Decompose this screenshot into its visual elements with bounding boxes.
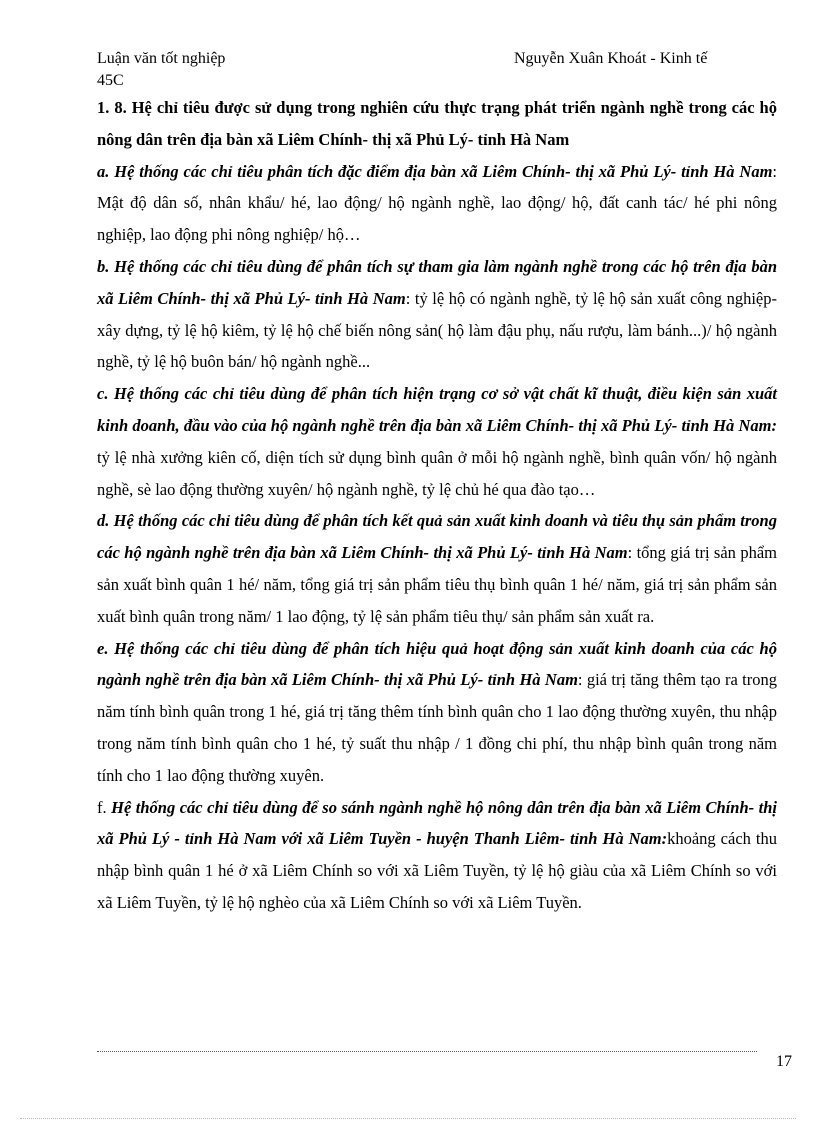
item-f-prefix: f.: [97, 797, 112, 817]
item-d: [97, 505, 777, 632]
section-heading: 1. 8. Hệ chỉ tiêu được sử dụng trong nghiên cứu thực trạng phát triển ngành nghề trong các hộ nông dân trên địa bàn xã Liêm Chính- thị xã Phủ Lý- tỉnh Hà Nam: [97, 98, 777, 149]
item-e: [97, 633, 777, 792]
item-a-body: : Mật độ dân số, nhân khẩu/ hé, lao động/ hộ ngành nghề, lao động/ hộ, đất canh tác/ hé phi nông nghiệp, lao động phi nông nghiệp/ hộ…: [97, 161, 777, 245]
footer-divider: [97, 1051, 757, 1052]
item-e-title: e. Hệ thống các chỉ tiêu dùng để phân tích hiệu quả hoạt động sản xuất kinh doanh của các hộ ngành nghề trên địa bàn xã Liêm Chính- thị xã Phủ Lý- tỉnh Hà Nam: [97, 638, 777, 690]
item-a: [97, 156, 777, 251]
item-b-title: b. Hệ thống các chỉ tiêu dùng để phân tích sự tham gia làm ngành nghề trong các hộ trên địa bàn xã Liêm Chính- thị xã Phủ Lý- tỉnh Hà Nam: [97, 256, 777, 308]
item-f: [97, 792, 777, 919]
header-right: Nguyễn Xuân Khoát - Kinh tế: [514, 50, 708, 67]
item-f-title: Hệ thống các chỉ tiêu dùng để so sánh ngành nghề hộ nông dân trên địa bàn xã Liêm Chính- thị xã Phủ Lý - tỉnh Hà Nam với xã Liêm Tuyền - huyện Thanh Liêm- tỉnh Hà Nam:: [97, 797, 777, 849]
item-e-body: : giá trị tăng thêm tạo ra trong năm tính bình quân trong 1 hé, giá trị tăng thêm tính bình quân cho 1 lao động thường xuyên, thu nhập trong năm tính bình quân cho 1 hé, tỷ suất thu nhập / 1 đồng chi phí, thu nhập bình quân trong năm tính cho 1 lao động thường xuyên.: [97, 670, 778, 785]
item-d-title: d. Hệ thống các chỉ tiêu dùng để phân tích kết quả sản xuất kinh doanh và tiêu thụ sản phẩm trong các hộ ngành nghề trên địa bàn xã Liêm Chính- thị xã Phủ Lý- tỉnh Hà Nam: [97, 511, 777, 563]
item-b: [97, 251, 777, 378]
page-bottom-divider: [20, 1118, 796, 1119]
item-c-body: tỷ lệ nhà xưởng kiên cố, diện tích sử dụng bình quân ở mỗi hộ ngành nghề, bình quân vốn/ hộ ngành nghề, sè lao động thường xuyên/ hộ ngành nghề, tỷ lệ chủ hé qua đào tạo…: [97, 447, 777, 499]
item-a-title: a. Hệ thống các chỉ tiêu phân tích đặc điểm địa bàn xã Liêm Chính- thị xã Phủ Lý- tỉnh Hà Nam: [97, 161, 773, 181]
header-left: Luận văn tốt nghiệp: [97, 50, 226, 67]
item-f-body: khoảng cách thu nhập bình quân 1 hé ở xã Liêm Chính so với xã Liêm Tuyền, tỷ lệ hộ giàu của xã Liêm Chính so với xã Liêm Tuyền, tỷ lệ hộ nghèo của xã Liêm Chính so với xã Liêm Tuyền.: [97, 829, 777, 912]
page-content: [97, 92, 777, 919]
item-b-body: : tỷ lệ hộ có ngành nghề, tỷ lệ hộ sản xuất công nghiệp- xây dựng, tỷ lệ hộ kiêm, tỷ lệ hộ chế biến nông sản( hộ làm đậu phụ, nấu rượu, làm bánh...)/ hộ ngành nghề, tỷ lệ hộ buôn bán/ hộ ngành nghề...: [97, 288, 778, 372]
item-d-body: : tổng giá trị sản phẩm sản xuất bình quân 1 hé/ năm, tổng giá trị sản phẩm tiêu thụ bình quân 1 hé/ năm, giá trị sản phẩm sản xuất bình quân trong năm/ 1 lao động, tỷ lệ sản phẩm tiêu thụ/ sản phẩm sản xuất ra.: [97, 543, 777, 626]
item-c-title: c. Hệ thống các chỉ tiêu dùng để phân tích hiện trạng cơ sở vật chất kĩ thuật, điều kiện sản xuất kinh doanh, đầu vào của hộ ngành nghề trên địa bàn xã Liêm Chính- thị xã Phủ Lý- tỉnh Hà Nam:: [97, 384, 777, 435]
header-second-line: 45C: [97, 72, 124, 89]
item-c: [97, 378, 777, 505]
page-number: 17: [776, 1053, 792, 1070]
